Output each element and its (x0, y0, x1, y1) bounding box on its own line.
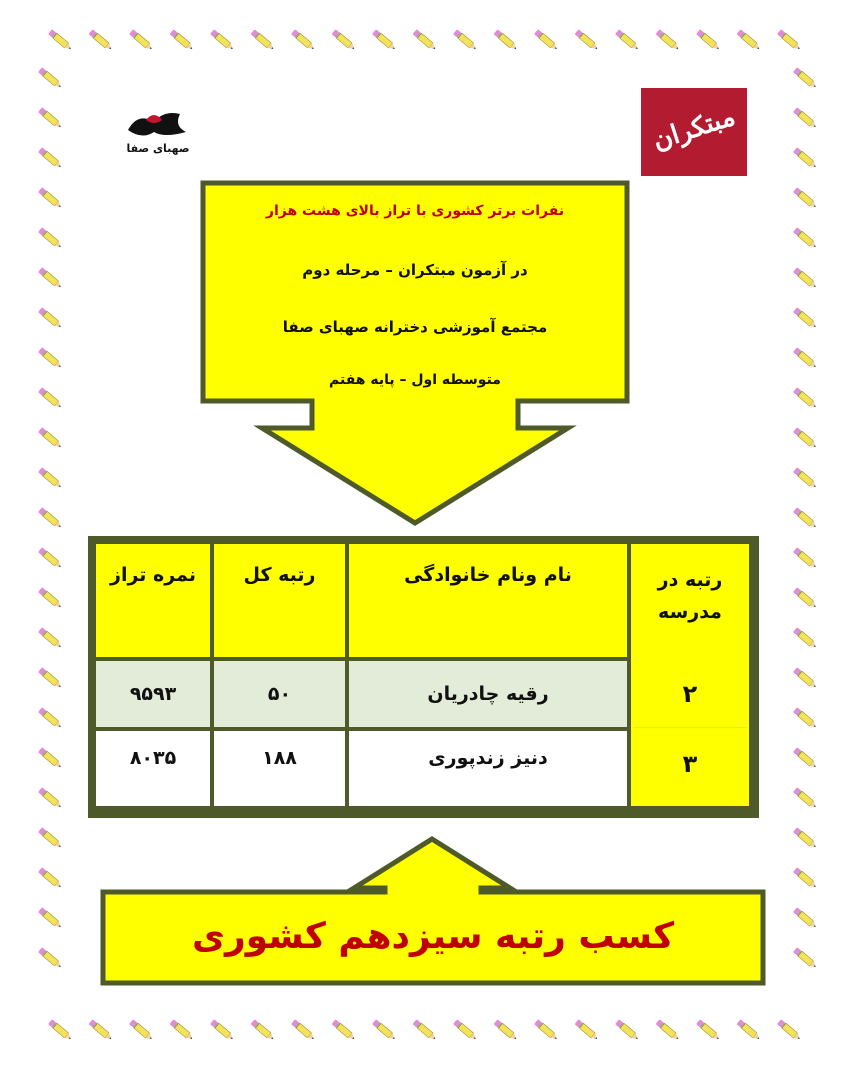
pencil-icon (48, 29, 73, 51)
pencil-icon (793, 547, 818, 569)
pencil-icon (38, 587, 63, 609)
pencil-icon (793, 747, 818, 769)
mobtakeran-logo (641, 88, 747, 176)
pencil-icon (793, 107, 818, 129)
pencil-icon (169, 29, 194, 51)
pencil-icon (574, 1019, 599, 1041)
pencil-icon (129, 1019, 154, 1041)
pencil-icon (331, 29, 356, 51)
pencil-icon (38, 667, 63, 689)
header-line-2: در آزمون مبتکران – مرحله دوم (302, 261, 528, 279)
school-rank-divider (633, 727, 747, 728)
pencil-icon (38, 747, 63, 769)
pencil-icon (793, 147, 818, 169)
pencil-icon (38, 67, 63, 89)
pencil-icon (534, 1019, 559, 1041)
pencil-icon (38, 467, 63, 489)
pencil-icon (793, 867, 818, 889)
pencil-icon (38, 627, 63, 649)
header-line-3: مجتمع آموزشی دخترانه صهبای صفا (282, 318, 548, 336)
pencil-icon (453, 29, 478, 51)
pencil-icon (38, 347, 63, 369)
pencil-icon (777, 29, 802, 51)
pencil-icon (493, 29, 518, 51)
row2-total-rank: ۱۸۸ (214, 731, 345, 806)
pencil-icon (615, 29, 640, 51)
pencil-icon (412, 1019, 437, 1041)
pencil-icon (372, 29, 397, 51)
pencil-icon (250, 29, 275, 51)
row1-score: ۹۵۹۳ (96, 661, 210, 727)
row2-score: ۸۰۳۵ (96, 731, 210, 806)
pencil-icon (736, 29, 761, 51)
pencil-icon (88, 1019, 113, 1041)
pencil-icon (38, 507, 63, 529)
pencil-icon (38, 187, 63, 209)
header-score: نمره تراز (96, 544, 210, 657)
pencil-icon (210, 29, 235, 51)
pencil-icon (793, 267, 818, 289)
pencil-icon (250, 1019, 275, 1041)
header-line-4: متوسطه اول – پایه هفتم (329, 372, 501, 388)
pencil-icon (736, 1019, 761, 1041)
pencil-icon (48, 1019, 73, 1041)
row1-total-rank: ۵۰ (214, 661, 345, 727)
pencil-icon (534, 29, 559, 51)
pencil-icon (793, 667, 818, 689)
pencil-icon (38, 227, 63, 249)
pencil-icon (38, 307, 63, 329)
pencil-icon (38, 427, 63, 449)
pencil-icon (793, 307, 818, 329)
pencil-icon (412, 29, 437, 51)
right-logo-label: مبتکران (649, 101, 739, 157)
pencil-icon (38, 707, 63, 729)
pencil-icon (793, 467, 818, 489)
pencil-icon (331, 1019, 356, 1041)
pencil-icon (291, 29, 316, 51)
pencil-icon (38, 107, 63, 129)
pencil-icon (777, 1019, 802, 1041)
pencil-icon (793, 507, 818, 529)
pencil-icon (169, 1019, 194, 1041)
pencil-icon (793, 707, 818, 729)
pencil-icon (793, 427, 818, 449)
pencil-icon (129, 29, 154, 51)
pencil-icon (38, 907, 63, 929)
sahba-safa-logo (118, 100, 198, 178)
pencil-icon (38, 787, 63, 809)
pencil-icon (291, 1019, 316, 1041)
pencil-icon (793, 907, 818, 929)
pencil-icon (793, 587, 818, 609)
pencil-icon (793, 947, 818, 969)
header-line-1: نفرات برتر کشوری با تراز بالای هشت هزار (265, 203, 565, 219)
pencil-icon (696, 29, 721, 51)
pencil-icon (38, 867, 63, 889)
pencil-icon (453, 1019, 478, 1041)
row2-school-rank: ۳ (682, 750, 698, 778)
pencil-icon (793, 67, 818, 89)
pencil-icon (793, 187, 818, 209)
header-name: نام ونام خانوادگی (349, 544, 627, 657)
pencil-icon (493, 1019, 518, 1041)
flower-emblem-icon (124, 108, 190, 140)
header-callout-box (200, 180, 630, 526)
pencil-icon (38, 947, 63, 969)
pencil-icon (38, 547, 63, 569)
header-school-rank: رتبه در مدرسه (631, 544, 749, 806)
pencil-icon (696, 1019, 721, 1041)
pencil-icon (793, 227, 818, 249)
pencil-icon (793, 827, 818, 849)
achievement-callout-box (100, 836, 768, 986)
pencil-icon (793, 387, 818, 409)
header-total-rank: رتبه کل (214, 544, 345, 657)
pencil-icon (372, 1019, 397, 1041)
pencil-icon (574, 29, 599, 51)
row1-school-rank: ۲ (682, 680, 698, 708)
pencil-icon (655, 1019, 680, 1041)
pencil-icon (38, 387, 63, 409)
results-table (88, 536, 759, 818)
pencil-icon (88, 29, 113, 51)
pencil-icon (793, 627, 818, 649)
pencil-icon (655, 29, 680, 51)
pencil-icon (38, 147, 63, 169)
pencil-icon (38, 827, 63, 849)
row1-name: رقیه چادریان (349, 661, 627, 727)
pencil-icon (615, 1019, 640, 1041)
pencil-icon (793, 347, 818, 369)
row2-name: دنیز زندپوری (349, 731, 627, 806)
pencil-icon (210, 1019, 235, 1041)
achievement-text: کسب رتبه سیزدهم کشوری (191, 916, 675, 957)
pencil-icon (38, 267, 63, 289)
pencil-icon (793, 787, 818, 809)
left-logo-label: صهبای صفا (126, 142, 190, 155)
